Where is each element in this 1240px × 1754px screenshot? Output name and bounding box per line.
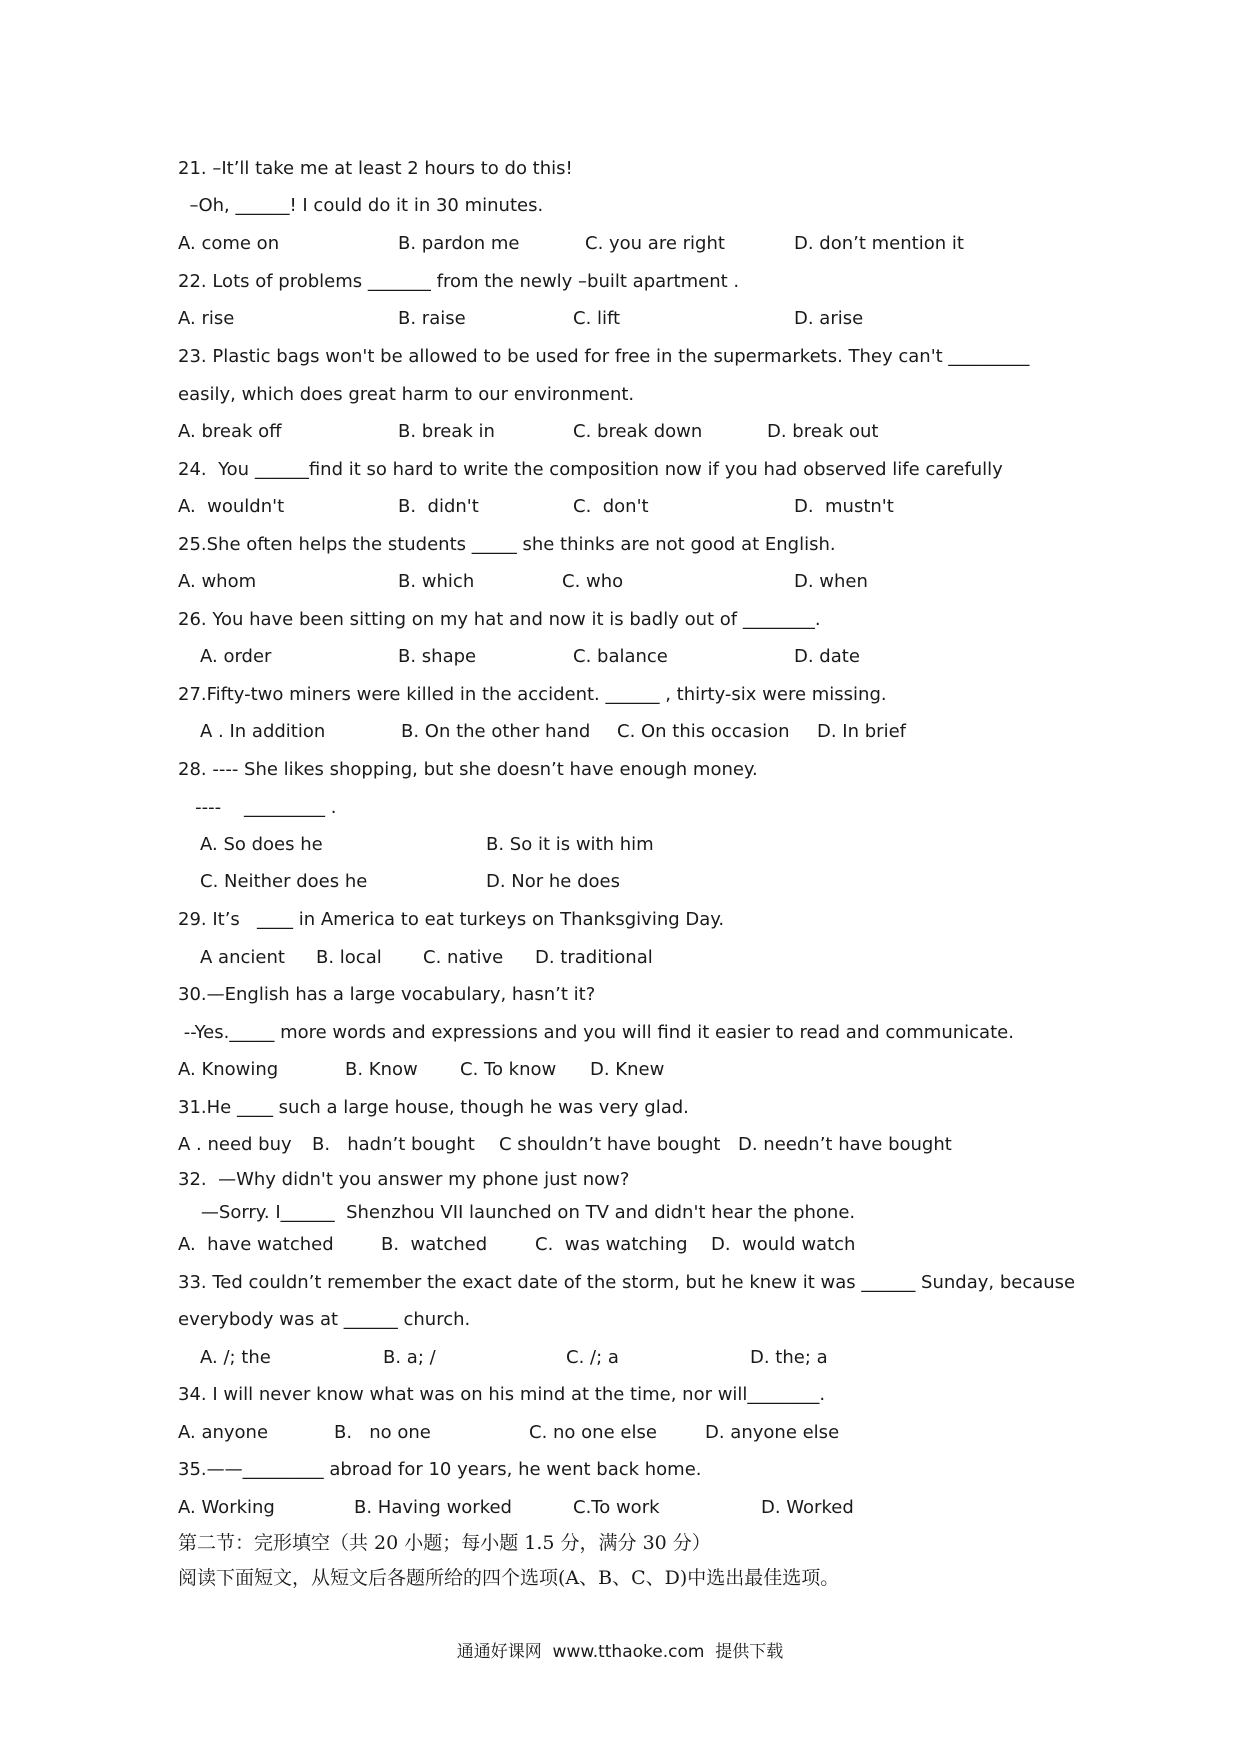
question-30-stem: --Yes._____ more words and expressions and you will find it easier to read and communicate. (178, 1022, 1014, 1043)
option-a: A ancient (200, 947, 285, 968)
option-a: A. whom (178, 571, 257, 592)
option-b: B. local (316, 947, 382, 968)
option-d: D. don’t mention it (794, 233, 964, 254)
question-21-stem: –Oh, ______! I could do it in 30 minutes. (178, 195, 544, 216)
question-22-stem: 22. Lots of problems _______ from the newly –built apartment . (178, 271, 740, 292)
option-b: B. hadn’t bought (312, 1134, 475, 1155)
option-a: A. /; the (200, 1347, 271, 1368)
question-26-stem: 26. You have been sitting on my hat and now it is badly out of ________. (178, 609, 821, 630)
option-a: A. come on (178, 233, 280, 254)
option-d: D. the; a (750, 1347, 828, 1368)
option-d: D. when (794, 571, 868, 592)
option-a: A. So does he (200, 834, 323, 855)
option-b: B. which (398, 571, 475, 592)
option-b: B. Having worked (354, 1497, 512, 1518)
option-c: C. lift (573, 308, 621, 329)
question-32-stem: —Sorry. I______ Shenzhou VII launched on TV and didn't hear the phone. (178, 1202, 856, 1223)
question-33-stem: 33. Ted couldn’t remember the exact date of the storm, but he knew it was ______ Sunday, because (178, 1272, 1076, 1293)
option-b: B. didn't (398, 496, 479, 517)
option-b: B. Know (345, 1059, 418, 1080)
question-28-stem: ---- _________ . (178, 797, 337, 818)
question-35-stem: 35.——_________ abroad for 10 years, he went back home. (178, 1459, 702, 1480)
option-d: D. In brief (817, 721, 906, 742)
option-d: D. traditional (535, 947, 653, 968)
option-d: D. needn’t have bought (738, 1134, 952, 1155)
option-b: B. So it is with him (486, 834, 654, 855)
section-instruction: 阅读下面短文，从短文后各题所给的四个选项(A、B、C、D)中选出最佳选项。 (178, 1567, 840, 1589)
question-29-stem: 29. It’s ____ in America to eat turkeys on Thanksgiving Day. (178, 909, 725, 930)
option-d: D. arise (794, 308, 864, 329)
option-a: A . In addition (200, 721, 326, 742)
option-c: C. /; a (566, 1347, 619, 1368)
question-34-stem: 34. I will never know what was on his mind at the time, nor will________. (178, 1384, 826, 1405)
option-b: B. pardon me (398, 233, 520, 254)
option-c: C. was watching (535, 1234, 688, 1255)
option-d: D. break out (767, 421, 879, 442)
question-32-stem: 32. —Why didn't you answer my phone just now? (178, 1169, 630, 1190)
option-c: C.To work (573, 1497, 660, 1518)
option-c: C. To know (460, 1059, 557, 1080)
question-30-stem: 30.—English has a large vocabulary, hasn’t it? (178, 984, 596, 1005)
option-d: D. mustn't (794, 496, 894, 517)
option-a: A. wouldn't (178, 496, 285, 517)
question-23-stem: 23. Plastic bags won't be allowed to be used for free in the supermarkets. They can't _________ (178, 346, 1030, 367)
option-b: B. no one (334, 1422, 431, 1443)
option-b: B. break in (398, 421, 495, 442)
option-c: C. who (562, 571, 624, 592)
question-27-stem: 27.Fifty-two miners were killed in the accident. ______ , thirty-six were missing. (178, 684, 887, 705)
option-a: A. rise (178, 308, 235, 329)
option-c: C. On this occasion (617, 721, 790, 742)
option-a: A. order (200, 646, 272, 667)
option-b: B. watched (381, 1234, 488, 1255)
option-c: C. don't (573, 496, 649, 517)
option-d: D. anyone else (705, 1422, 840, 1443)
option-c: C. break down (573, 421, 703, 442)
question-31-stem: 31.He ____ such a large house, though he was very glad. (178, 1097, 689, 1118)
question-21-stem: 21. –It’ll take me at least 2 hours to do this! (178, 158, 573, 179)
option-d: D. would watch (711, 1234, 856, 1255)
option-a: A. Working (178, 1497, 275, 1518)
page-footer: 通通好课网 www.tthaoke.com 提供下载 (456, 1642, 784, 1662)
option-c: C. you are right (585, 233, 725, 254)
option-c: C. native (423, 947, 504, 968)
question-28-stem: 28. ---- She likes shopping, but she doesn’t have enough money. (178, 759, 758, 780)
option-a: A. Knowing (178, 1059, 279, 1080)
option-c: C. no one else (529, 1422, 657, 1443)
question-25-stem: 25.She often helps the students _____ she thinks are not good at English. (178, 534, 836, 555)
option-b: B. On the other hand (401, 721, 591, 742)
option-c: C. Neither does he (200, 871, 368, 892)
option-a: A . need buy (178, 1134, 292, 1155)
option-d: D. Knew (590, 1059, 665, 1080)
section-title: 第二节：完形填空（共 20 小题；每小题 1.5 分，满分 30 分） (178, 1532, 711, 1554)
option-b: B. a; / (383, 1347, 436, 1368)
option-d: D. date (794, 646, 860, 667)
option-a: A. have watched (178, 1234, 334, 1255)
option-a: A. anyone (178, 1422, 269, 1443)
question-33-stem: everybody was at ______ church. (178, 1309, 471, 1330)
option-c: C. balance (573, 646, 668, 667)
option-d: D. Worked (761, 1497, 854, 1518)
question-24-stem: 24. You ______find it so hard to write the composition now if you had observed life carefully (178, 459, 1003, 480)
option-b: B. raise (398, 308, 466, 329)
option-b: B. shape (398, 646, 477, 667)
question-23-stem: easily, which does great harm to our environment. (178, 384, 635, 405)
option-c: C shouldn’t have bought (499, 1134, 721, 1155)
option-d: D. Nor he does (486, 871, 620, 892)
option-a: A. break off (178, 421, 282, 442)
